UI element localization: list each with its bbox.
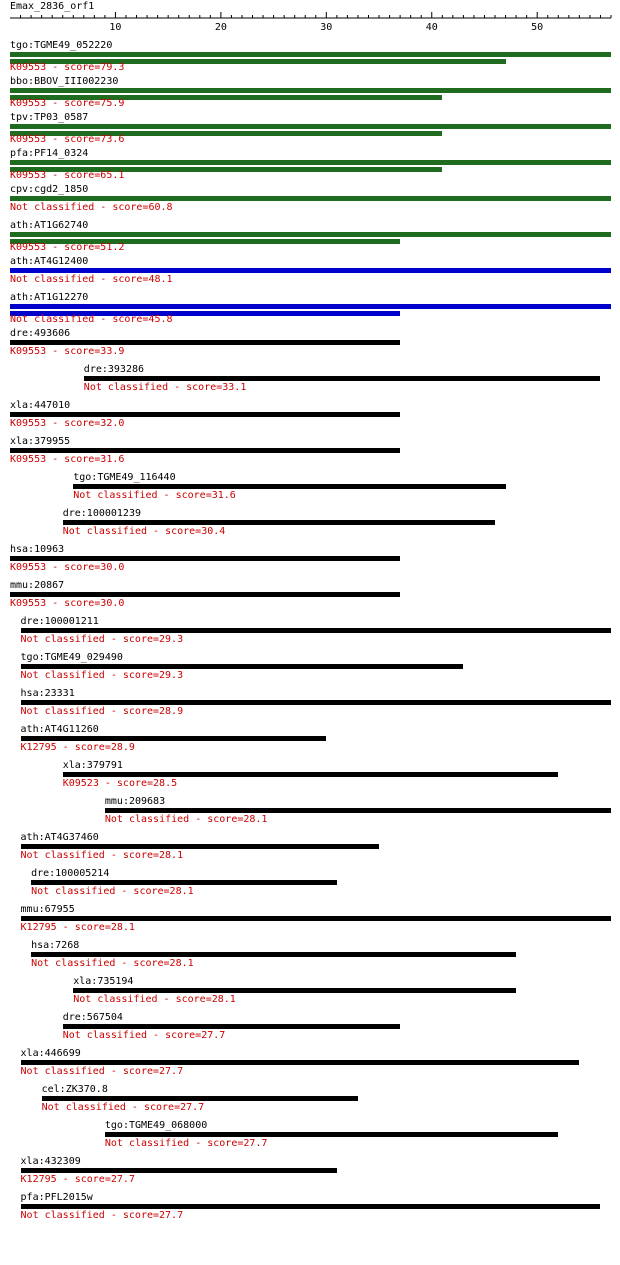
- alignment-bar: [73, 484, 505, 489]
- hit-score-text: K09553 - score=65.1: [10, 170, 125, 181]
- hit-name-link[interactable]: hsa:23331: [20, 688, 75, 699]
- hit-score-text: Not classified - score=28.1: [20, 850, 184, 861]
- hit-name-link[interactable]: xla:432309: [20, 1156, 81, 1167]
- axis-tick-label: 50: [531, 22, 544, 33]
- hit-name-link[interactable]: dre:493606: [10, 328, 71, 339]
- hit-name-link[interactable]: xla:379791: [62, 760, 123, 771]
- hit-name-link[interactable]: tgo:TGME49_116440: [73, 472, 176, 483]
- hit-name-link[interactable]: tgo:TGME49_029490: [20, 652, 123, 663]
- hit-entry[interactable]: [0, 1084, 620, 1120]
- hit-score-text: K12795 - score=28.1: [20, 922, 135, 933]
- hit-score-text: Not classified - score=45.8: [10, 314, 173, 325]
- hit-score-text: K09553 - score=73.6: [10, 134, 125, 145]
- alignment-bar: [21, 844, 379, 849]
- alignment-bar: [10, 52, 611, 57]
- hit-name-link[interactable]: tpv:TP03_0587: [10, 112, 89, 123]
- hit-entry[interactable]: [0, 256, 620, 292]
- hit-name-link[interactable]: tgo:TGME49_068000: [104, 1120, 208, 1131]
- hit-score-text: K12795 - score=27.7: [20, 1174, 135, 1185]
- hit-score-text: Not classified - score=27.7: [20, 1066, 184, 1077]
- hit-entry[interactable]: [0, 436, 620, 472]
- hit-entry[interactable]: [0, 292, 620, 328]
- hit-entry[interactable]: [0, 724, 620, 760]
- hit-name-link[interactable]: ath:AT1G62740: [10, 220, 89, 231]
- hit-score-text: K09553 - score=31.6: [10, 454, 125, 465]
- hit-entry[interactable]: [0, 652, 620, 688]
- hit-name-link[interactable]: ath:AT4G37460: [20, 832, 99, 843]
- hit-score-text: Not classified - score=33.1: [83, 382, 247, 393]
- alignment-bar: [10, 196, 611, 201]
- hit-name-link[interactable]: xla:446699: [20, 1048, 81, 1059]
- hit-name-link[interactable]: xla:379955: [10, 436, 71, 447]
- hit-score-text: Not classified - score=60.8: [10, 202, 173, 213]
- hit-entry[interactable]: [0, 1012, 620, 1048]
- alignment-bar: [10, 232, 611, 237]
- hit-score-text: K09553 - score=79.3: [10, 62, 125, 73]
- alignment-bar: [10, 556, 400, 561]
- hit-score-text: K09553 - score=33.9: [10, 346, 125, 357]
- alignment-bar: [21, 736, 327, 741]
- hit-entry[interactable]: [0, 832, 620, 868]
- alignment-bar: [105, 808, 611, 813]
- alignment-bar: [10, 448, 400, 453]
- alignment-bar: [10, 412, 400, 417]
- alignment-bar: [21, 916, 611, 921]
- hit-name-link[interactable]: ath:AT4G11260: [20, 724, 99, 735]
- alignment-bar: [10, 124, 611, 129]
- hit-score-text: Not classified - score=28.1: [31, 958, 194, 969]
- alignment-bar: [21, 1204, 601, 1209]
- alignment-bar: [10, 304, 611, 309]
- hit-entry[interactable]: [0, 112, 620, 148]
- hit-score-text: Not classified - score=27.7: [62, 1030, 226, 1041]
- alignment-bar: [21, 1060, 580, 1065]
- hit-entry[interactable]: [0, 472, 620, 508]
- hit-entry[interactable]: [0, 976, 620, 1012]
- ruler-axis: [0, 0, 620, 36]
- hit-entry[interactable]: [0, 1048, 620, 1084]
- hit-name-link[interactable]: dre:393286: [83, 364, 145, 375]
- hit-entry[interactable]: [0, 688, 620, 724]
- hit-name-link[interactable]: hsa:10963: [10, 544, 65, 555]
- alignment-bar: [84, 376, 601, 381]
- hit-score-text: Not classified - score=27.7: [104, 1138, 268, 1149]
- hit-entry[interactable]: [0, 868, 620, 904]
- alignment-bar: [21, 628, 611, 633]
- hit-entry[interactable]: [0, 1192, 620, 1228]
- hit-score-text: Not classified - score=27.7: [20, 1210, 184, 1221]
- hit-score-text: Not classified - score=31.6: [73, 490, 236, 501]
- alignment-bar: [73, 988, 516, 993]
- hit-entry[interactable]: [0, 184, 620, 220]
- hit-entry[interactable]: [0, 940, 620, 976]
- hit-name-link[interactable]: dre:100001239: [62, 508, 141, 519]
- hit-entry[interactable]: [0, 328, 620, 364]
- alignment-bar: [105, 1132, 558, 1137]
- axis-tick-label: 20: [214, 22, 227, 33]
- query-title: Emax_2836_orf1: [10, 1, 95, 12]
- hit-entry[interactable]: [0, 220, 620, 256]
- hit-score-text: K09523 - score=28.5: [62, 778, 178, 789]
- hit-score-text: Not classified - score=28.1: [73, 994, 236, 1005]
- hit-name-link[interactable]: pfa:PF14_0324: [10, 148, 89, 159]
- hit-entry[interactable]: [0, 148, 620, 184]
- hit-entry[interactable]: [0, 508, 620, 544]
- hit-name-link[interactable]: cpv:cgd2_1850: [10, 184, 89, 195]
- hit-entry[interactable]: [0, 580, 620, 616]
- hit-score-text: K12795 - score=28.9: [20, 742, 135, 753]
- alignment-bar: [42, 1096, 358, 1101]
- hit-entry[interactable]: [0, 76, 620, 112]
- hit-score-text: Not classified - score=29.3: [20, 634, 184, 645]
- alignment-bar: [63, 772, 559, 777]
- alignment-bar: [10, 268, 611, 273]
- hit-name-link[interactable]: xla:735194: [73, 976, 134, 987]
- hit-score-text: K09553 - score=30.0: [10, 598, 125, 609]
- hit-name-link[interactable]: mmu:20867: [10, 580, 65, 591]
- hit-name-link[interactable]: pfa:PFL2015w: [20, 1192, 93, 1203]
- alignment-bar: [10, 160, 611, 165]
- hit-name-link[interactable]: dre:567504: [62, 1012, 123, 1023]
- alignment-bar: [31, 880, 337, 885]
- hit-entry[interactable]: [0, 904, 620, 940]
- alignment-bar: [63, 1024, 400, 1029]
- hit-score-text: Not classified - score=27.7: [41, 1102, 205, 1113]
- hit-score-text: Not classified - score=30.4: [62, 526, 226, 537]
- hit-name-link[interactable]: dre:100005214: [31, 868, 110, 879]
- hit-entry[interactable]: [0, 544, 620, 580]
- alignment-bar: [21, 700, 611, 705]
- alignment-bar: [10, 592, 400, 597]
- hit-entry[interactable]: [0, 400, 620, 436]
- hit-entry[interactable]: [0, 1120, 620, 1156]
- hit-name-link[interactable]: xla:447010: [10, 400, 71, 411]
- hit-score-text: Not classified - score=28.1: [31, 886, 194, 897]
- axis-tick-label: 40: [425, 22, 438, 33]
- alignment-bar: [10, 88, 611, 93]
- hit-score-text: K09553 - score=30.0: [10, 562, 125, 573]
- hit-name-link[interactable]: mmu:67955: [20, 904, 75, 915]
- hit-name-link[interactable]: tgo:TGME49_052220: [10, 40, 113, 51]
- alignment-bar: [21, 1168, 337, 1173]
- hit-name-link[interactable]: dre:100001211: [20, 616, 99, 627]
- hit-name-link[interactable]: cel:ZK370.8: [41, 1084, 108, 1095]
- axis-tick-label: 30: [320, 22, 333, 33]
- axis-tick-label: 10: [109, 22, 122, 33]
- hit-entry[interactable]: [0, 40, 620, 76]
- hit-score-text: K09553 - score=75.9: [10, 98, 125, 109]
- hit-score-text: Not classified - score=48.1: [10, 274, 173, 285]
- hit-score-text: Not classified - score=29.3: [20, 670, 184, 681]
- hit-name-link[interactable]: ath:AT1G12270: [10, 292, 89, 303]
- hit-score-text: Not classified - score=28.9: [20, 706, 184, 717]
- hit-entry[interactable]: [0, 616, 620, 652]
- alignment-bar: [21, 664, 464, 669]
- hit-entry[interactable]: [0, 760, 620, 796]
- hit-score-text: K09553 - score=51.2: [10, 242, 125, 253]
- hit-name-link[interactable]: mmu:209683: [104, 796, 166, 807]
- hit-entry[interactable]: [0, 1156, 620, 1192]
- alignment-bar: [31, 952, 516, 957]
- hit-name-link[interactable]: ath:AT4G12400: [10, 256, 89, 267]
- hit-score-text: K09553 - score=32.0: [10, 418, 125, 429]
- hit-entry[interactable]: [0, 364, 620, 400]
- hit-name-link[interactable]: hsa:7268: [31, 940, 80, 951]
- hit-entry[interactable]: [0, 796, 620, 832]
- alignment-bar: [63, 520, 495, 525]
- hit-name-link[interactable]: bbo:BBOV_III002230: [10, 76, 119, 87]
- hit-score-text: Not classified - score=28.1: [104, 814, 268, 825]
- alignment-bar: [10, 340, 400, 345]
